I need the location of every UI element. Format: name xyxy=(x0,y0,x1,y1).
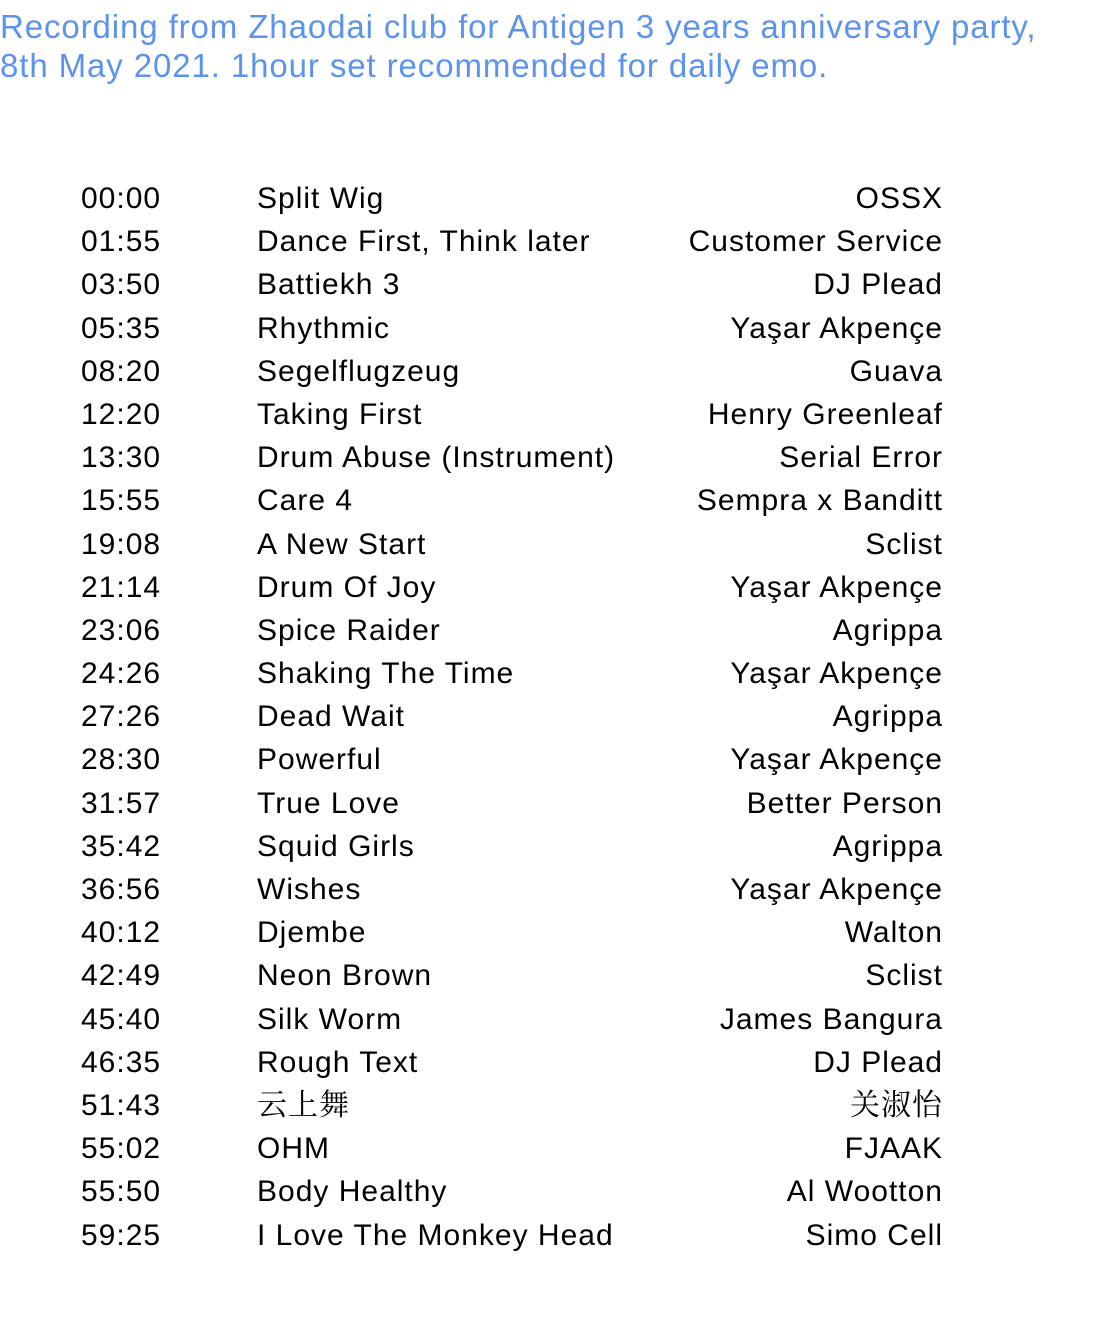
track-timestamp: 35:42 xyxy=(81,829,162,863)
track-row xyxy=(81,954,943,997)
track-artist: Agrippa xyxy=(832,700,943,734)
track-artist: Agrippa xyxy=(832,613,943,647)
track-artist: Al Wootton xyxy=(786,1175,943,1209)
track-title: Segelflugzeug xyxy=(257,354,461,388)
track-timestamp: 27:26 xyxy=(81,700,162,734)
track-title: Taking First xyxy=(257,397,423,431)
track-row xyxy=(81,393,943,436)
track-row xyxy=(81,523,943,566)
track-row xyxy=(81,1127,943,1170)
track-timestamp: 59:25 xyxy=(81,1218,162,1252)
track-artist: FJAAK xyxy=(844,1132,943,1166)
track-artist: Better Person xyxy=(746,786,943,820)
track-artist: DJ Plead xyxy=(813,1045,943,1079)
track-row xyxy=(81,350,943,393)
track-timestamp: 23:06 xyxy=(81,613,162,647)
track-title: Spice Raider xyxy=(257,613,441,647)
track-title: Djembe xyxy=(257,916,367,950)
track-artist: Customer Service xyxy=(688,225,943,259)
track-artist: Yaşar Akpençe xyxy=(730,570,943,604)
track-row xyxy=(81,911,943,954)
track-artist: Serial Error xyxy=(779,441,943,475)
track-artist: Yaşar Akpençe xyxy=(730,311,943,345)
track-title: 云上舞 xyxy=(257,1088,350,1122)
track-row xyxy=(81,177,943,220)
track-artist: James Bangura xyxy=(719,1002,943,1036)
track-artist: Sclist xyxy=(865,527,943,561)
track-artist: 关淑怡 xyxy=(850,1088,943,1122)
track-timestamp: 19:08 xyxy=(81,527,162,561)
track-title: Powerful xyxy=(257,743,382,777)
track-row xyxy=(81,652,943,695)
track-timestamp: 51:43 xyxy=(81,1088,162,1122)
set-description-line-1: Recording from Zhaodai club for Antigen 3 years anniversary party, xyxy=(0,8,1037,45)
track-timestamp: 03:50 xyxy=(81,268,162,302)
track-title: Dead Wait xyxy=(257,700,405,734)
track-title: Drum Abuse (Instrument) xyxy=(257,441,616,475)
track-row xyxy=(81,220,943,263)
track-artist: Sclist xyxy=(865,959,943,993)
track-title: Care 4 xyxy=(257,484,354,518)
track-title: Silk Worm xyxy=(257,1002,403,1036)
track-row xyxy=(81,868,943,911)
track-title: Body Healthy xyxy=(257,1175,448,1209)
track-title: Squid Girls xyxy=(257,829,415,863)
track-title: Dance First, Think later xyxy=(257,225,591,259)
set-description xyxy=(0,7,1120,85)
track-artist: Agrippa xyxy=(832,829,943,863)
track-artist: Yaşar Akpençe xyxy=(730,657,943,691)
track-timestamp: 08:20 xyxy=(81,354,162,388)
track-artist: Guava xyxy=(849,354,943,388)
track-row xyxy=(81,695,943,738)
track-timestamp: 42:49 xyxy=(81,959,162,993)
track-timestamp: 21:14 xyxy=(81,570,162,604)
track-timestamp: 00:00 xyxy=(81,182,162,215)
track-row xyxy=(81,1084,943,1127)
track-artist: DJ Plead xyxy=(813,268,943,302)
track-timestamp: 05:35 xyxy=(81,311,162,345)
track-row xyxy=(81,479,943,522)
track-title: Battiekh 3 xyxy=(257,268,401,302)
track-artist: Simo Cell xyxy=(805,1218,943,1252)
track-title: Wishes xyxy=(257,873,362,906)
tracklist xyxy=(81,177,943,1257)
track-title: Shaking The Time xyxy=(257,657,515,691)
track-title: True Love xyxy=(257,786,400,820)
track-artist: Walton xyxy=(844,916,943,950)
track-timestamp: 28:30 xyxy=(81,743,162,777)
track-timestamp: 24:26 xyxy=(81,657,162,691)
track-artist: Yaşar Akpençe xyxy=(730,873,943,906)
track-title: Neon Brown xyxy=(257,959,433,993)
track-title: Rhythmic xyxy=(257,311,391,345)
track-timestamp: 01:55 xyxy=(81,225,162,259)
track-title: OHM xyxy=(257,1132,330,1166)
track-row xyxy=(81,566,943,609)
track-timestamp: 15:55 xyxy=(81,484,162,518)
set-description-line-2: 8th May 2021. 1hour set recommended for daily emo. xyxy=(0,47,829,84)
track-timestamp: 55:02 xyxy=(81,1132,162,1166)
track-timestamp: 12:20 xyxy=(81,397,162,431)
track-title: I Love The Monkey Head xyxy=(257,1218,614,1252)
track-timestamp: 31:57 xyxy=(81,786,162,820)
track-row xyxy=(81,263,943,306)
track-row xyxy=(81,1170,943,1213)
track-row xyxy=(81,1214,943,1257)
track-timestamp: 45:40 xyxy=(81,1002,162,1036)
track-timestamp: 46:35 xyxy=(81,1045,162,1079)
track-row xyxy=(81,307,943,350)
track-title: Split Wig xyxy=(257,182,385,215)
track-row xyxy=(81,998,943,1041)
track-artist: OSSX xyxy=(855,182,943,215)
track-row xyxy=(81,436,943,479)
track-row xyxy=(81,609,943,652)
track-timestamp: 13:30 xyxy=(81,441,162,475)
track-title: A New Start xyxy=(257,527,427,561)
track-timestamp: 40:12 xyxy=(81,916,162,950)
track-row xyxy=(81,1041,943,1084)
track-row xyxy=(81,738,943,781)
track-artist: Henry Greenleaf xyxy=(707,397,943,431)
track-timestamp: 36:56 xyxy=(81,873,162,906)
track-timestamp: 55:50 xyxy=(81,1175,162,1209)
track-row xyxy=(81,825,943,868)
track-artist: Sempra x Banditt xyxy=(696,484,943,518)
track-artist: Yaşar Akpençe xyxy=(730,743,943,777)
track-row xyxy=(81,782,943,825)
track-title: Rough Text xyxy=(257,1045,419,1079)
track-title: Drum Of Joy xyxy=(257,570,437,604)
